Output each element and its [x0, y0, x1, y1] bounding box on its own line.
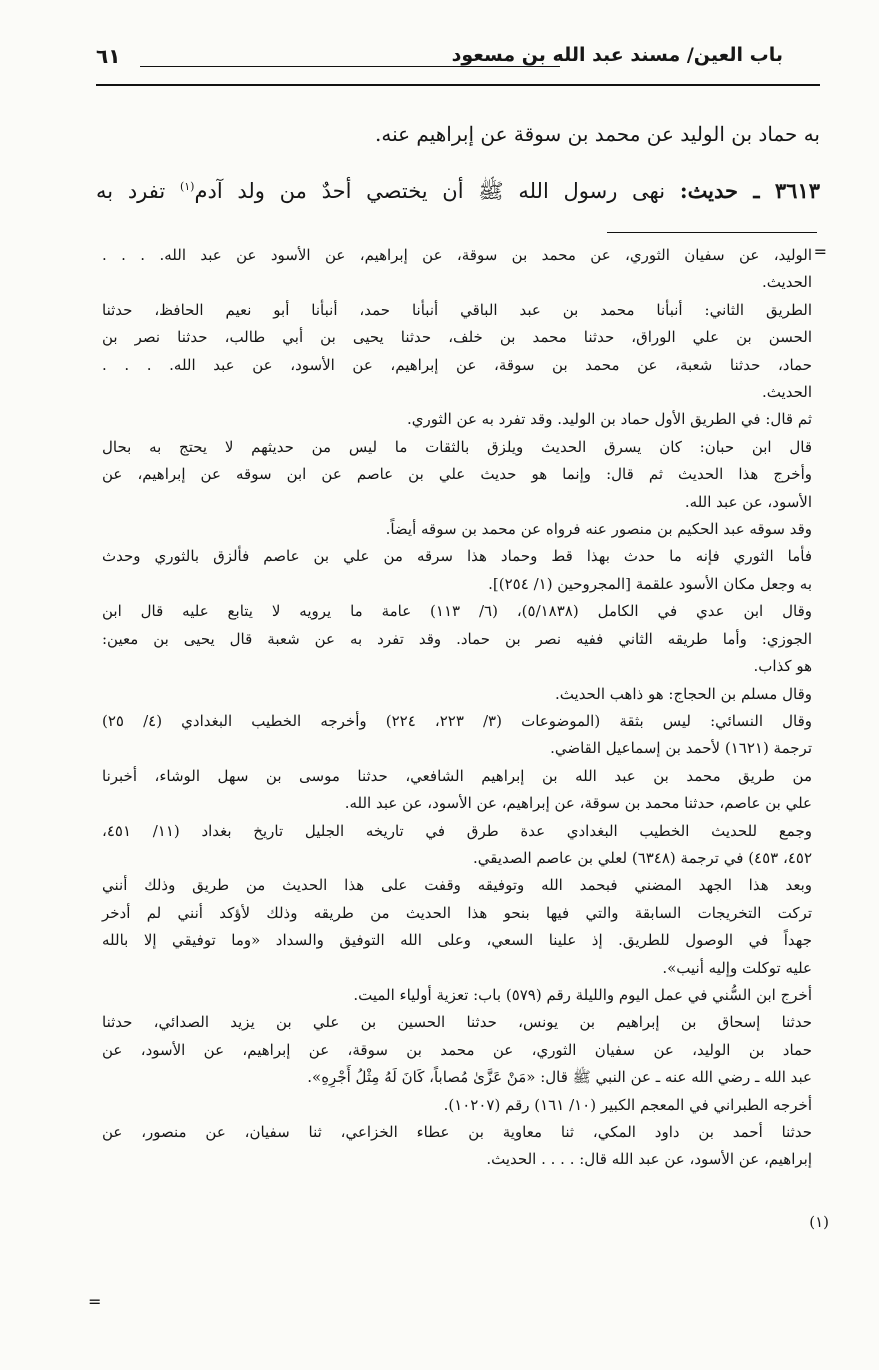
- footnote-line: ثم قال: في الطريق الأول حماد بن الوليد. وقد تفرد به عن الثوري.: [407, 410, 812, 429]
- footnote-line: أخرج ابن السُّني في عمل اليوم والليلة رقم (٥٧٩) باب: تعزية أولياء الميت.: [353, 985, 812, 1004]
- main-text-line-1: به حماد بن الوليد عن محمد بن سوقة عن إبراهيم عنه.: [374, 122, 820, 146]
- footnote-line: تركت التخريجات السابقة والتي فيها بنحو هذا الحديث من طريقه وذلك لأؤكد أنني لم أدخر: [102, 903, 812, 922]
- header-leader-line: [140, 66, 560, 67]
- hadith-text: نهى رسول الله ﷺ أن يختصي أحدٌ من ولد آدم: [194, 179, 666, 203]
- hadith-line: [96, 172, 820, 206]
- footnote-line: إبراهيم، عن الأسود، عن عبد الله قال: . . . . الحديث.: [486, 1150, 812, 1169]
- footnote-line: وقال النسائي: ليس بثقة (الموضوعات (٣/ ٢٢٣، ٢٢٤) وأخرجه الخطيب البغدادي (٤/ ٢٥): [102, 711, 813, 730]
- footnote-line: قال ابن حبان: كان يسرق الحديث ويلزق بالثقات ما ليس من حديثهم لا يحتج به بحال: [102, 437, 812, 456]
- footnote-marker: (١): [809, 1213, 829, 1231]
- hadith-entry: [96, 172, 820, 206]
- footnote-line: من طريق محمد بن عبد الله بن إبراهيم الشافعي، حدثنا موسى بن سهل الوشاء، أخبرنا: [102, 766, 812, 785]
- footnote-line: حماد بن الوليد، عن سفيان الثوري، عن محمد بن سوقة، عن إبراهيم، عن الأسود، عن: [102, 1040, 812, 1059]
- continuation-mark: =: [813, 242, 827, 261]
- footnotes-block: [102, 242, 812, 1174]
- footnote-line: فأما الثوري فإنه ما حدث بهذا قط وحماد هذا سرقه من علي بن عاصم فألزق بالثوري وحدث: [102, 547, 812, 566]
- footnote-line: الحديث.: [762, 273, 812, 292]
- page-number: ٦١: [96, 44, 121, 68]
- footnote-line: جهداً في الوصول للطريق. إذ علينا السعي، وعلى الله التوفيق والسداد «وما توفيقي إلا بالله: [102, 931, 812, 950]
- footnote-line: وقد سوقه عبد الحكيم بن منصور عنه فرواه عن محمد بن سوقه أيضاً.: [385, 520, 812, 539]
- footnote-line: وقال مسلم بن الحجاج: هو ذاهب الحديث.: [555, 684, 812, 703]
- footnote-line: حماد، حدثنا شعبة، عن محمد بن سوقة، عن إبراهيم، عن الأسود، عن عبد الله. . . .: [102, 355, 812, 374]
- footnote-line: وأخرج هذا الحديث ثم قال: وإنما هو حديث علي بن عاصم عن ابن سوقه عن إبراهيم، عن: [102, 465, 812, 484]
- footnote-reference[interactable]: (١): [179, 180, 195, 193]
- footnote-line: الوليد، عن سفيان الثوري، عن محمد بن سوقة، عن إبراهيم، عن الأسود عن عبد الله. . . .: [102, 246, 812, 264]
- header-rule: [96, 84, 820, 86]
- running-title: باب العين/ مسند عبد الله بن مسعود: [451, 44, 783, 66]
- footnote-line: وقال ابن عدي في الكامل (٥/١٨٣٨)، (٦/ ١١٣) عامة ما يرويه لا يتابع عليه قال ابن: [102, 602, 812, 621]
- footnote-line: حدثنا أحمد بن داود المكي، ثنا معاوية بن عطاء الخزاعي، ثنا سفيان، عن منصور، عن: [102, 1123, 812, 1141]
- footnote-line: أخرجه الطبراني في المعجم الكبير (١٠/ ١٦١) رقم (١٠٢٠٧).: [443, 1095, 812, 1114]
- hadith-number: ٣٦١٣ ـ حديث:: [679, 178, 821, 203]
- footnote-line: وجمع للحديث الخطيب البغدادي عدة طرق في تاريخه الجليل تاريخ بغداد (١١/ ٤٥١،: [102, 821, 812, 840]
- footnote-line: عليه توكلت وإليه أنيب».: [662, 958, 812, 977]
- footnote-line: الحديث.: [762, 383, 812, 402]
- footnote-line: الطريق الثاني: أنبأنا محمد بن عبد الباقي أنبأنا حمد، أنبأنا أبو نعيم الحافظ، حدثنا: [102, 300, 812, 319]
- footnote-separator: [607, 232, 817, 233]
- bottom-continuation-mark: =: [88, 1292, 102, 1311]
- footnote-line: الحسن بن علي الوراق، حدثنا محمد بن خلف، حدثنا يحيى بن أبي طالب، حدثنا نصر بن: [102, 328, 812, 347]
- footnote-line: الجوزي: وأما طريقه الثاني ففيه نصر بن حماد. وقد تفرد به عن شعبة قال يحيى بن معين:: [102, 629, 812, 648]
- footnote-line: علي بن عاصم، حدثنا محمد بن سوقة، عن إبراهيم، عن الأسود، عن عبد الله.: [344, 794, 812, 813]
- footnote-line: ٤٥٢، ٤٥٣) في ترجمة (٦٣٤٨) لعلي بن عاصم الصديقي.: [473, 848, 812, 867]
- footnote-line: هو كذاب.: [753, 657, 812, 676]
- footnote-line: عبد الله ـ رضي الله عنه ـ عن النبي ﷺ قال: «مَنْ عَزَّىٰ مُصاباً، كَانَ لَهُ مِثْلُ أَجْرِهِ».: [307, 1068, 812, 1087]
- footnote-line: وبعد هذا الجهد المضني فبحمد الله وتوفيقه وقفت على هذا الحديث من طريق وذلك أنني: [102, 876, 812, 895]
- footnote-line: ترجمة (١٦٢١) لأحمد بن إسماعيل القاضي.: [550, 739, 812, 758]
- footnote-line: به وجعل مكان الأسود علقمة [المجروحين (١/ ٢٥٤)].: [488, 574, 812, 593]
- hadith-tail: تفرد به: [96, 179, 166, 203]
- footnote-line: الأسود، عن عبد الله.: [684, 492, 812, 511]
- main-text-line: [96, 120, 820, 148]
- footnote-line: حدثنا إسحاق بن إبراهيم بن يونس، حدثنا الحسين بن علي بن يزيد الصدائي، حدثنا: [102, 1013, 812, 1032]
